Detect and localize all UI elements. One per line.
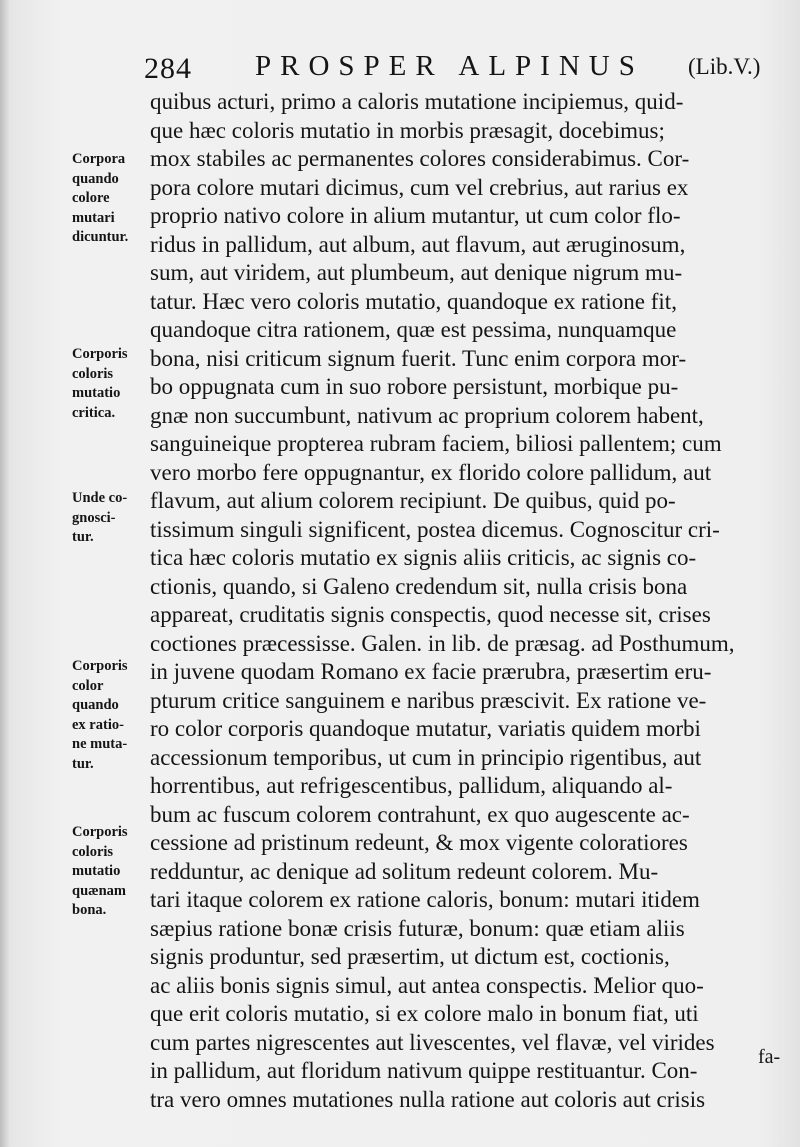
text-line: tra vero omnes mutationes nulla ratione aut coloris aut crisis [150,1086,706,1112]
text-line: ac aliis bonis signis simul, aut antea conspectis. Melior quo- [150,972,704,998]
text-line: tari itaque colorem ex ratione caloris, bonum: mutari itidem [150,887,700,912]
margin-note-line: bona. [72,902,107,918]
text-line: signis produntur, sed præsertim, ut dictum est, coctionis, [150,944,670,969]
text-line: flavum, aut alium colorem recipiunt. De quibus, quid po- [150,488,676,513]
text-line: sæpius ratione bonæ crisis futuræ, bonum: quæ etiam aliis [150,915,685,941]
page-number: 284 [144,52,192,85]
margin-note-3 [72,489,162,548]
running-head: PROSPER ALPINUS [255,50,644,82]
margin-note-line: Corpora [72,151,126,167]
text-line: bo oppugnata cum in suo robore persistunt, morbique pu- [150,374,679,399]
text-line: sanguineique propterea rubram faciem, biliosi pallentem; cum [150,431,722,456]
text-line: proprio nativo colore in alium mutantur, ut cum color flo- [150,203,681,228]
text-line: tatur. Hæc vero coloris mutatio, quandoque ex ratione fit, [150,288,677,314]
text-line: horrentibus, aut refrigescentibus, pallidum, aliquando al- [150,773,673,798]
margin-note-line: quando [72,697,119,713]
margin-note-line: colore [72,190,110,206]
margin-note-line: Corporis [72,824,128,840]
margin-note-line: tur. [72,529,94,545]
margin-note-line: quænam [72,882,126,899]
text-line: ro color corporis quandoque mutatur, variatis quidem morbi [150,716,701,741]
margin-note-line: critica. [72,404,116,421]
margin-note-line: quando [72,170,119,187]
text-line: redduntur, ac denique ad solitum redeunt colorem. Mu- [150,858,659,884]
catchword: fa- [758,1046,781,1068]
text-line: ridus in pallidum, aut album, aut flavum, aut æruginosum, [150,231,686,257]
text-line: pturum critice sanguinem e naribus præscivit. Ex ratione ve- [150,687,707,713]
main-text-block [150,88,770,1114]
text-line: mox stabiles ac permanentes colores considerabimus. Cor- [150,146,690,171]
text-line: pora colore mutari dicimus, cum vel crebrius, aut rarius ex [150,174,689,200]
text-line: ctionis, quando, si Galeno credendum sit, nulla crisis bona [150,573,688,599]
margin-note-1 [72,150,162,248]
text-line: cum partes nigrescentes aut livescentes, vel flavæ, vel virides [150,1029,715,1055]
text-line: in pallidum, aut floridum nativum quippe restituantur. Con- [150,1058,698,1083]
margin-note-5 [72,823,162,921]
margin-note-2 [72,345,162,423]
text-line: quibus acturi, primo a caloris mutatione incipiemus, quid- [150,89,684,114]
text-line: accessionum temporibus, ut cum in principio rigentibus, aut [150,744,702,770]
text-line: sum, aut viridem, aut plumbeum, aut denique nigrum mu- [150,260,683,285]
text-line: in juvene quodam Romano ex facie prærubra, præsertim eru- [150,659,712,684]
margin-note-line: coloris [72,365,114,382]
text-line: coctiones præcessisse. Galen. in lib. de præsag. ad Posthumum, [150,630,735,656]
margin-note-line: ne muta- [72,736,128,752]
text-line: quandoque citra rationem, quæ est pessima, nunquamque [150,317,677,342]
margin-note-4 [72,657,162,774]
text-line: tissimum singuli significent, postea dicemus. Cognoscitur cri- [150,516,720,542]
section-reference: (Lib.V.) [688,54,761,79]
text-line: gnæ non succumbunt, nativum ac proprium colorem habent, [150,402,704,428]
text-line: que erit coloris mutatio, si ex colore malo in bonum fiat, uti [150,1001,699,1026]
margin-note-line: mutatio [72,863,121,879]
text-line: cessione ad pristinum redeunt, & mox vigente coloratiores [150,830,688,855]
page-header [0,48,800,88]
margin-note-line: coloris [72,843,114,860]
margin-note-line: Unde co- [72,490,128,506]
margin-note-line: ex ratio- [72,716,124,733]
margin-note-line: tur. [72,755,94,772]
text-line: tica hæc coloris mutatio ex signis aliis criticis, ac signis co- [150,545,697,570]
margin-note-line: color [72,677,104,694]
text-line: que hæc coloris mutatio in morbis præsagit, docebimus; [150,117,665,143]
margin-note-line: gnosci- [72,509,116,526]
margin-note-line: mutari [72,209,115,226]
margin-note-line: Corporis [72,658,128,674]
text-line: bona, nisi criticum signum fuerit. Tunc enim corpora mor- [150,345,687,371]
margin-note-line: dicuntur. [72,229,129,245]
text-line: bum ac fuscum colorem contrahunt, ex quo augescente ac- [150,801,690,827]
margin-note-line: Corporis [72,346,128,362]
text-line: appareat, cruditatis signis conspectis, quod necesse sit, crises [150,602,711,627]
margin-note-line: mutatio [72,385,121,401]
text-line: vero morbo fere oppugnantur, ex florido colore pallidum, aut [150,459,712,485]
